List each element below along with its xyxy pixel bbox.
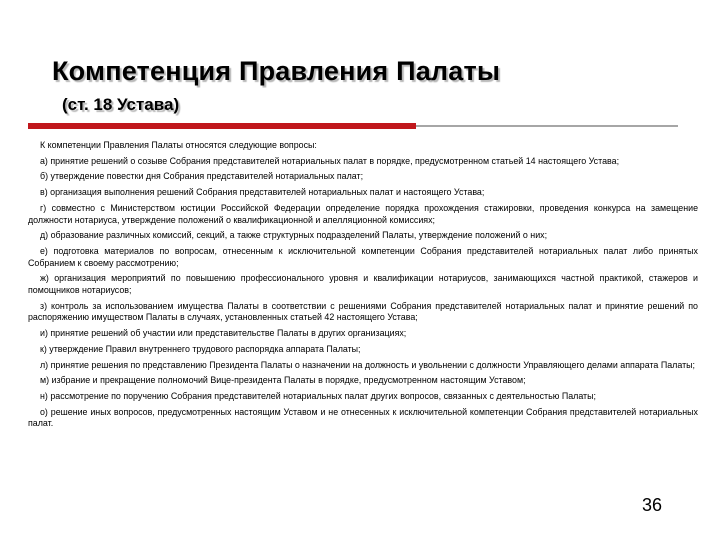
slide-subtitle: (ст. 18 Устава) <box>62 95 180 114</box>
list-item-i: и) принятие решений об участии или представительстве Палаты в других организациях; <box>40 328 407 339</box>
list-item-n: н) рассмотрение по поручению Собрания представителей нотариальных палат других вопросов, связанных с деятельностью Палаты; <box>40 390 596 401</box>
competence-text <box>28 140 698 434</box>
list-item-m: м) избрание и прекращение полномочий Вице-президента Палаты в порядке, предусмотренном настоящим Уставом; <box>40 375 526 386</box>
list-item-k: к) утверждение Правил внутреннего трудового распорядка аппарата Палаты; <box>40 343 361 354</box>
list-item-zh: ж) организация мероприятий по повышению профессионального уровня и квалификации нотариусов, занимающихся частной практикой, стажеров и помощников нотариусов; <box>28 273 698 296</box>
list-item-z: з) контроль за использованием имущества Палаты в соответствии с решениями Собрания представителей нотариальных палат и принятие решений по распоряжению имуществом Палаты в случаях, установленных статьей 42 настоящего Устава; <box>28 300 698 323</box>
list-item-e: е) подготовка материалов по вопросам, отнесенным к исключительной компетенции Собрания представителей нотариальных палат либо принятых Собранием к своему рассмотрению; <box>28 245 698 268</box>
intro-paragraph: К компетенции Правления Палаты относятся следующие вопросы: <box>40 140 317 150</box>
list-item-l: л) принятие решения по представлению Президента Палаты о назначении на должность и увольнении с должности Управляющего делами аппарата Палаты; <box>40 359 695 370</box>
title-underline-red <box>28 123 416 129</box>
list-item-b: б) утверждение повестки дня Собрания представителей нотариальных палат; <box>40 171 364 182</box>
list-item-v: в) организация выполнения решений Собрания представителей нотариальных палат и настоящего Устава; <box>40 187 485 198</box>
list-item-d: д) образование различных комиссий, секций, а также структурных подразделений Палаты, утверждение положений о них; <box>40 230 548 241</box>
title-underline-gray <box>416 125 678 127</box>
page-number: 36 <box>642 495 663 515</box>
list-item-g: г) совместно с Министерством юстиции Российской Федерации определение порядка прохождения стажировки, проведения конкурса на замещение должности нотариуса, утверждение положений о квалификационной и апелляционной комиссиях; <box>28 202 698 225</box>
list-item-o: о) решение иных вопросов, предусмотренных настоящим Уставом и не отнесенных к исключительной компетенции Собрания представителей нотариальных палат. <box>28 406 698 429</box>
slide-title: Компетенция Правления Палаты <box>52 56 501 86</box>
list-item-a: а) принятие решений о созыве Собрания представителей нотариальных палат в порядке, предусмотренном статьей 14 настоящего Устава; <box>40 155 620 166</box>
